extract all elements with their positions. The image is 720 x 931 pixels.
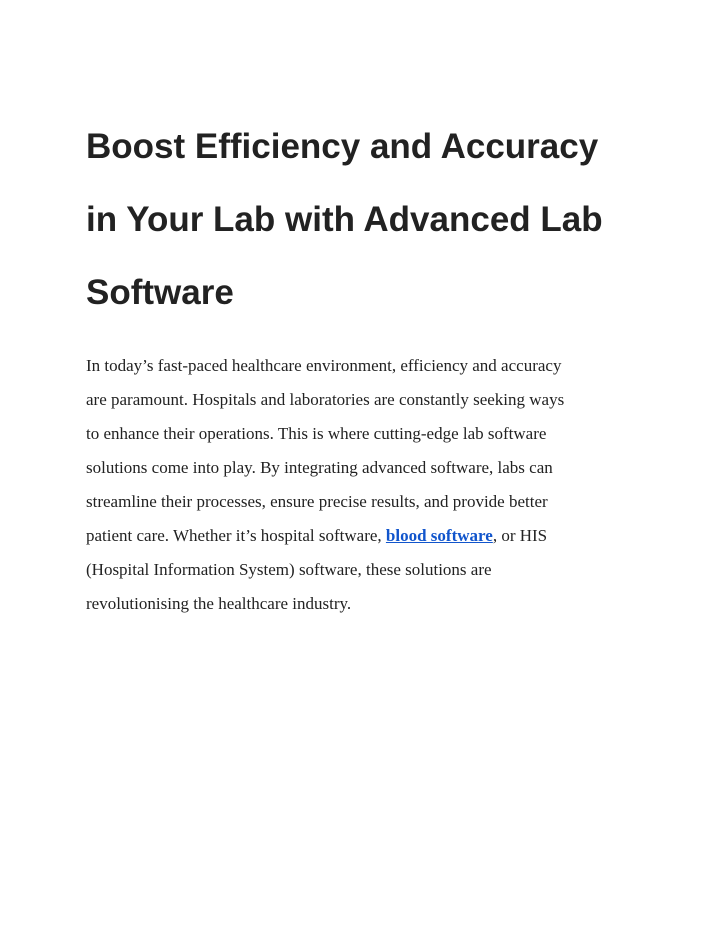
paragraph-line: are paramount. Hospitals and laboratories are constantly seeking ways <box>86 390 565 409</box>
paragraph-text: patient care. Whether it’s hospital software, <box>86 526 386 545</box>
title-line: Software <box>86 273 234 312</box>
paragraph-line: In today’s fast-paced healthcare environment, efficiency and accuracy <box>86 356 562 375</box>
paragraph-line: streamline their processes, ensure precise results, and provide better <box>86 492 548 511</box>
paragraph-line: (Hospital Information System) software, these solutions are <box>86 560 492 579</box>
paragraph-line: revolutionising the healthcare industry. <box>86 594 352 613</box>
paragraph-line: to enhance their operations. This is where cutting-edge lab software <box>86 424 547 443</box>
article-paragraph <box>86 349 646 621</box>
article-title <box>86 110 646 329</box>
blood-software-link[interactable]: blood software <box>385 526 493 545</box>
title-line: Boost Efficiency and Accuracy <box>86 127 599 166</box>
paragraph-line-with-link <box>86 519 646 553</box>
document-page <box>86 110 646 621</box>
paragraph-text: , or HIS <box>492 526 548 545</box>
title-line: in Your Lab with Advanced Lab <box>86 200 603 239</box>
paragraph-line: solutions come into play. By integrating advanced software, labs can <box>86 458 553 477</box>
